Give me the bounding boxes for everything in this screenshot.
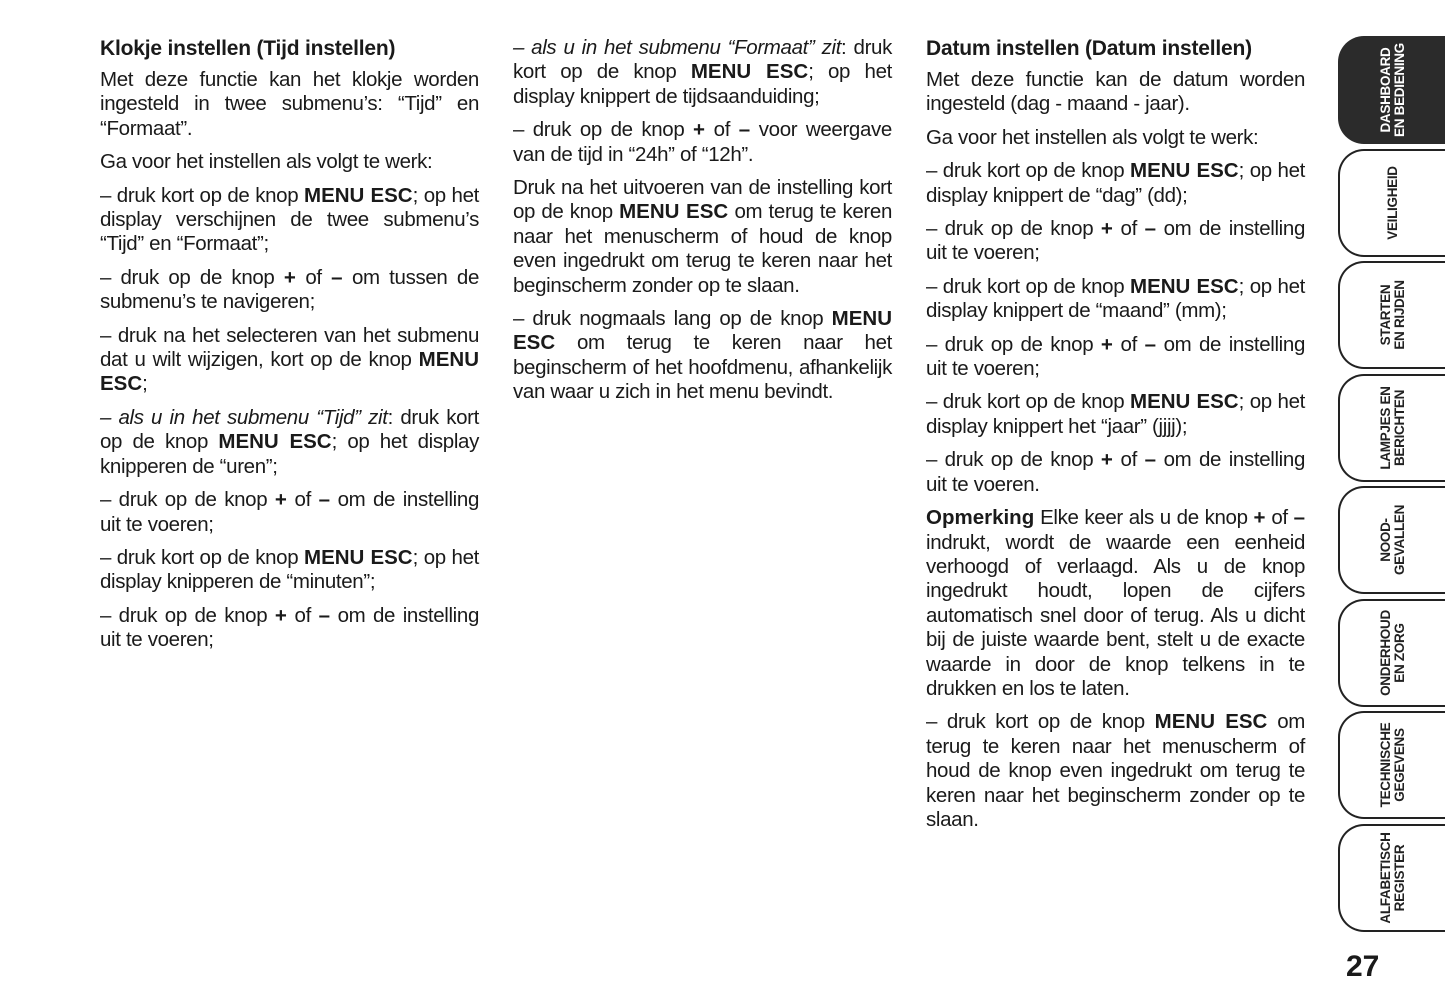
tab-veiligheid[interactable]: [1338, 149, 1445, 257]
tab-label: ONDERHOUD EN ZORG: [1377, 609, 1407, 696]
instruction-step: – als u in het submenu “Tijd” zit: druk kort op de knop MENU ESC; op het display knipperen de “uren”;: [100, 405, 479, 478]
tab-label: STARTEN EN RIJDEN: [1377, 280, 1407, 350]
instruction-step: – druk kort op de knop MENU ESC; op het display knippert de “dag” (dd);: [926, 159, 1305, 207]
tab-lampjes[interactable]: [1338, 374, 1445, 482]
instruction-step: – druk kort op de knop MENU ESC; op het display knippert de “maand” (mm);: [926, 274, 1305, 323]
tab-starten[interactable]: [1338, 261, 1445, 369]
instruction-step: – druk na het selecteren van het submenu dat u wilt wijzigen, kort op de knop MENU ESC;: [100, 323, 479, 396]
instruction-step: – druk op de knop + of – voor weergave van de tijd in “24h” of “12h”.: [513, 118, 892, 166]
tab-technische-gegevens[interactable]: [1338, 711, 1445, 819]
tab-label: VEILIGHEID: [1384, 165, 1400, 240]
paragraph: Met deze functie kan de datum worden ingesteld (dag - maand - jaar).: [926, 68, 1305, 116]
column-left: [100, 36, 479, 662]
tab-onderhoud[interactable]: [1338, 599, 1445, 707]
column-middle: [513, 36, 892, 414]
section-heading-time: Klokje instellen (Tijd instellen): [100, 37, 396, 60]
paragraph: Ga voor het instellen als volgt te werk:: [100, 150, 433, 174]
instruction-step: – druk op de knop + of – om de instelling uit te voeren;: [926, 332, 1305, 381]
instruction-step: – druk kort op de knop MENU ESC; op het display knippert het “jaar” (jjjj);: [926, 390, 1305, 438]
tab-label: TECHNISCHE GEGEVENS: [1377, 722, 1407, 808]
instruction-step: – druk op de knop + of – om de instelling uit te voeren;: [100, 488, 479, 536]
tab-label: ALFABETISCH REGISTER: [1377, 831, 1407, 924]
instruction-step: – druk op de knop + of – om de instelling uit te voeren;: [926, 217, 1305, 265]
note-paragraph: Opmerking Elke keer als u de knop + of – indrukt, wordt de waarde een eenheid verhoogd of verlaagd. Als u de knop ingedrukt houdt, lopen de cijfers automatisch snel door of terug. Als u dicht bij de juiste waarde bent, stelt u de exacte waarde in door de knop telkens in te drukken en los te laten.: [926, 506, 1305, 700]
paragraph: Ga voor het instellen als volgt te werk:: [926, 125, 1259, 149]
tab-dashboard[interactable]: [1338, 36, 1445, 144]
instruction-step: – druk op de knop + of – om de instelling uit te voeren;: [100, 603, 479, 652]
instruction-step: – druk nogmaals lang op de knop MENU ESC om terug te keren naar het beginscherm of het hoofdmenu, afhankelijk van waar u zich in het menu bevindt.: [513, 307, 892, 404]
instruction-step: – druk op de knop + of – om tussen de submenu’s te navigeren;: [100, 265, 479, 314]
tab-register[interactable]: [1338, 824, 1445, 932]
section-heading-date: Datum instellen (Datum instellen): [926, 37, 1252, 60]
instruction-step: – als u in het submenu “Formaat” zit: druk kort op de knop MENU ESC; op het display knippert de tijdsaanduiding;: [513, 36, 893, 108]
paragraph: Met deze functie kan het klokje worden ingesteld in twee submenu’s: “Tijd” en “Formaat”.: [100, 68, 479, 140]
instruction-step: – druk op de knop + of – om de instelling uit te voeren.: [926, 448, 1305, 496]
column-right: [926, 36, 1305, 841]
tab-label: LAMPJES EN BERICHTEN: [1377, 385, 1407, 470]
tab-noodgevallen[interactable]: [1338, 486, 1445, 594]
tab-label: NOOD- GEVALLEN: [1377, 504, 1407, 576]
page-number: 27: [1346, 950, 1380, 983]
paragraph: Druk na het uitvoeren van de instelling kort op de knop MENU ESC om terug te keren naar het menuscherm of houd de knop even ingedrukt om terug te keren naar het beginscherm zonder op te slaan.: [513, 176, 892, 297]
instruction-step: – druk kort op de knop MENU ESC om terug te keren naar het menuscherm of houd de knop even ingedrukt om terug te keren naar het beginscherm zonder op te slaan.: [926, 710, 1306, 831]
tab-label: DASHBOARD EN BEDIENING: [1377, 43, 1407, 137]
instruction-step: – druk kort op de knop MENU ESC; op het display knipperen de “minuten”;: [100, 545, 479, 594]
instruction-step: – druk kort op de knop MENU ESC; op het display verschijnen de twee submenu’s “Tijd” en “Formaat”;: [100, 183, 479, 256]
section-tabs: [1338, 36, 1445, 936]
